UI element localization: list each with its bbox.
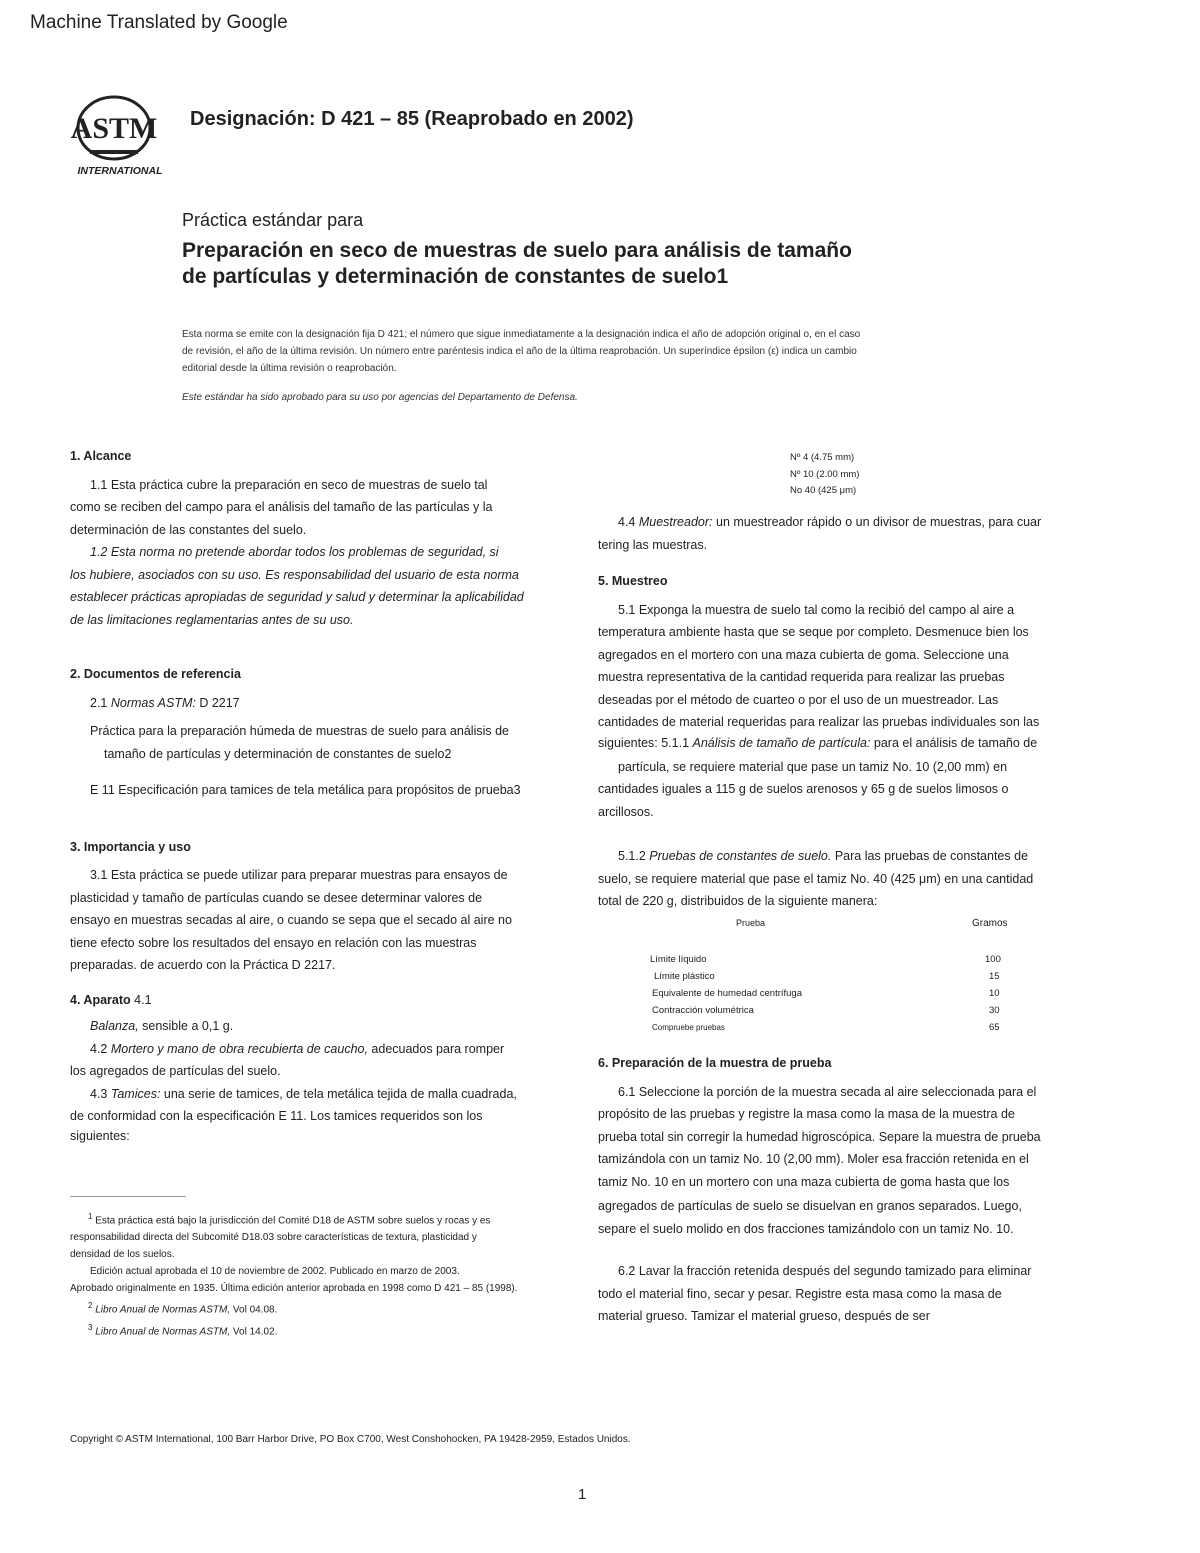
title-line-2: de partículas y determinación de constantes de suelo1 [182, 265, 729, 288]
table-header-test: Prueba [736, 918, 766, 928]
designation: Designación: D 421 – 85 (Reaprobado en 2002) [190, 108, 634, 130]
para-3-1-a: 3.1 Esta práctica se puede utilizar para preparar muestras para ensayos de [90, 868, 508, 882]
para-5-1-2-rest: Para las pruebas de constantes de [831, 849, 1029, 863]
table-row [650, 969, 1030, 986]
para-3-1-b: plasticidad y tamaño de partículas cuando se desee determinar valores de [70, 890, 483, 905]
footnote-divider [70, 1196, 186, 1197]
para-5-1-1-c: cantidades iguales a 115 g de suelos arenosos y 65 g de suelos limosos o [598, 782, 1009, 796]
para-4-3-italic: Tamices: [110, 1086, 161, 1101]
para-4-3-rest: una serie de tamices, de tela metálica tejida de malla cuadrada, [160, 1086, 517, 1101]
footnote-2-rest: Vol 04.08. [230, 1304, 278, 1316]
para-4-4-italic: Muestreador: [638, 515, 713, 529]
para-5-1-1-italic: Análisis de tamaño de partícula: [692, 735, 871, 750]
footnote-2 [70, 1297, 595, 1318]
para-2-3: E 11 Especificación para tamices de tela metálica para propósitos de prueba3 [90, 783, 521, 797]
para-5-1-1 [598, 734, 1098, 752]
footnote-1-b: responsabilidad directa del Subcomité D18.03 sobre características de textura, plasticidad y [70, 1232, 477, 1244]
table-cell-test: Compruebe pruebas [652, 1023, 725, 1032]
para-5-1-2-c: total de 220 g, distribuidos de la siguiente manera: [598, 894, 878, 908]
logo-sub-text: INTERNATIONAL [77, 165, 163, 177]
para-4-1-rest: sensible a 0,1 g. [138, 1019, 234, 1033]
para-6-1-f: agregados de partículas de suelo se disuelvan en granos separados. Luego, [598, 1199, 1022, 1213]
notice-line-1: Esta norma se emite con la designación fija D 421; el número que sigue inmediatamente a la designación indica el año de adopción original o, en el caso [182, 329, 861, 340]
table-row [650, 1003, 1030, 1020]
para-6-1-c: prueba total sin corregir la humedad higroscópica. Separe la muestra de prueba [598, 1129, 1041, 1144]
logo-main-text: ASTM [70, 112, 158, 145]
astm-logo [70, 92, 170, 180]
footnote-2-italic: Libro Anual de Normas ASTM, [95, 1304, 231, 1316]
section-3-heading: 3. Importancia y uso [70, 839, 191, 854]
section-1-heading: 1. Alcance [70, 449, 132, 463]
para-4-1-italic: Balanza, [90, 1019, 139, 1033]
machine-translated-label: Machine Translated by Google [30, 12, 288, 33]
para-6-1-b: propósito de las pruebas y registre la masa como la masa de la muestra de [598, 1107, 1015, 1121]
notice-line-3: editorial desde la última revisión o reaprobación. [182, 363, 397, 374]
para-5-1-b: temperatura ambiente hasta que se seque por completo. Desmenuce bien los [598, 625, 1029, 639]
para-5-1-c: agregados en el mortero con una maza cubierta de goma. Seleccione una [598, 647, 1009, 662]
table-cell-grams: 30 [989, 1005, 1000, 1016]
para-1-2-c: establecer prácticas apropiadas de seguridad y salud y determinar la aplicabilidad [70, 590, 524, 604]
para-1-2-a: 1.2 Esta norma no pretende abordar todos los problemas de seguridad, si [90, 545, 499, 559]
para-1-1-c: determinación de las constantes del suelo. [70, 522, 307, 537]
page-number: 1 [578, 1486, 587, 1503]
para-4-3-b: de conformidad con la especificación E 11. Los tamices requeridos son los [70, 1109, 483, 1123]
pretitle: Práctica estándar para [182, 210, 364, 230]
para-6-2-a: 6.2 Lavar la fracción retenida después del segundo tamizado para eliminar [618, 1264, 1032, 1278]
right-column [598, 511, 1098, 913]
para-5-1-1-b: partícula, se requiere material que pase un tamiz No. 10 (2,00 mm) en [618, 759, 1008, 774]
para-5-1-1-rest: para el análisis de tamaño de [870, 735, 1038, 750]
para-4-2-italic: Mortero y mano de obra recubierta de caucho, [110, 1041, 368, 1056]
para-6-1-d: tamizándola con un tamiz No. 10 (2,00 mm). Moler esa fracción retenida en el [598, 1152, 1029, 1166]
para-6-2-c: material grueso. Tamizar el material grueso, después de ser [598, 1309, 930, 1323]
para-5-1-2-italic: Pruebas de constantes de suelo. [649, 849, 832, 863]
footnote-1-a-text: Esta práctica está bajo la jurisdicción del Comité D18 de ASTM sobre suelos y rocas y es [95, 1215, 491, 1227]
section-5-heading: 5. Muestreo [598, 574, 668, 588]
para-4-4-num: 4.4 [618, 515, 639, 529]
table-cell-grams: 10 [989, 988, 1000, 999]
para-4-2-num: 4.2 [90, 1041, 111, 1056]
para-5-1-d: muestra representativa de la cantidad requerida para realizar las pruebas [598, 670, 1005, 684]
para-2-1-num: 2.1 [90, 695, 108, 710]
section-4-heading [70, 989, 580, 1012]
para-4-4-b: tering las muestras. [598, 537, 708, 552]
table-cell-grams: 100 [985, 954, 1001, 965]
para-5-1-2-num: 5.1.2 [618, 849, 650, 863]
section-4-heading-rest: 4.1 [130, 992, 152, 1007]
table-row [650, 952, 1030, 969]
para-6-1-e: tamiz No. 10 en un mortero con una maza cubierta de goma hasta que los [598, 1174, 1010, 1189]
para-4-3-c: siguientes: [70, 1128, 130, 1143]
table-row [650, 1020, 1030, 1037]
para-5-1-e: deseadas por el método de cuarteo o por el uso de un muestreador. Las [598, 692, 999, 707]
para-3-1-d: tiene efecto sobre los resultados del ensayo en relación con las muestras [70, 935, 477, 950]
para-3-1-c: ensayo en muestras secadas al aire, o cuando se sepa que el secado al aire no [70, 913, 512, 927]
section-4-heading-bold: 4. Aparato [70, 992, 131, 1007]
footnote-1-marker: 1 [88, 1212, 93, 1221]
footnotes [70, 1208, 595, 1340]
footnote-1-e: Aprobado originalmente en 1935. Última edición anterior aprobada en 1998 como D 421 – 85 (1998). [70, 1283, 518, 1295]
footnote-3-marker: 3 [88, 1322, 93, 1332]
para-6-1-g: separe el suelo molido en dos fracciones tamizándolo con un tamiz No. 10. [598, 1221, 1014, 1236]
sieve-item: Nº 10 (2.00 mm) [790, 468, 860, 480]
para-5-1-1-d: arcillosos. [598, 804, 654, 819]
table-cell-test: Contracción volumétrica [652, 1005, 754, 1016]
section-6-heading: 6. Preparación de la muestra de prueba [598, 1056, 832, 1070]
astm-logo-mark [70, 92, 170, 180]
sieve-list [790, 450, 859, 500]
table-body [650, 952, 1030, 1037]
para-1-2-b: los hubiere, asociados con su uso. Es responsabilidad del usuario de esta norma [70, 567, 519, 582]
notice-line-2: de revisión, el año de la última revisión. Un número entre paréntesis indica el año de la última reaprobación. Un superíndice épsilon (ε) indica un cambio [182, 346, 857, 357]
table-row [650, 986, 1030, 1003]
footnote-1-c: densidad de los suelos. [70, 1249, 175, 1261]
footnote-3-italic: Libro Anual de Normas ASTM, [95, 1325, 231, 1337]
table-cell-grams: 65 [989, 1022, 1000, 1033]
section-2-heading: 2. Documentos de referencia [70, 667, 241, 681]
para-2-1-rest: D 2217 [199, 695, 240, 710]
para-5-1-1-pre: siguientes: 5.1.1 [598, 735, 693, 750]
para-4-4-rest: un muestreador rápido o un divisor de muestras, para cuar [712, 515, 1042, 529]
para-5-1-2 [598, 845, 1098, 868]
sieve-item: No 40 (425 μm) [790, 485, 857, 496]
footnote-3-rest: Vol 14.02. [230, 1325, 278, 1337]
para-4-3 [70, 1083, 580, 1106]
para-2-1 [70, 692, 580, 715]
standard-notice [182, 326, 982, 377]
footnote-1-a [70, 1208, 595, 1229]
para-5-1-2-b: suelo, se requiere material que pase el tamiz No. 40 (425 μm) en una cantidad [598, 871, 1034, 886]
sieve-item: Nº 4 (4.75 mm) [790, 452, 855, 463]
footnote-3 [70, 1319, 595, 1340]
dod-notice: Este estándar ha sido aprobado para su uso por agencias del Departamento de Defensa. [182, 392, 578, 403]
para-5-1-a: 5.1 Exponga la muestra de suelo tal como la recibió del campo al aire a [618, 602, 1015, 617]
footnote-2-marker: 2 [88, 1301, 93, 1311]
para-3-1-e: preparadas. de acuerdo con la Práctica D 2217. [70, 958, 336, 972]
grams-table [650, 918, 1030, 1037]
para-1-1-b: como se reciben del campo para el análisis del tamaño de las partículas y la [70, 500, 493, 514]
document-title [182, 238, 982, 290]
para-4-2 [70, 1038, 580, 1061]
para-2-2-b: tamaño de partículas y determinación de constantes de suelo2 [104, 746, 452, 761]
copyright: Copyright © ASTM International, 100 Barr Harbor Drive, PO Box C700, West Conshohocken, PA 19428-2959, Estados Unidos. [70, 1434, 631, 1445]
para-2-2-a: Práctica para la preparación húmeda de muestras de suelo para análisis de [90, 724, 509, 738]
para-4-4 [598, 511, 1098, 534]
para-1-2-d: de las limitaciones reglamentarias antes de su uso. [70, 612, 354, 627]
para-2-1-italic: Normas ASTM: [110, 695, 196, 710]
right-column-lower [598, 1052, 1098, 1328]
table-header [650, 918, 1030, 944]
para-4-3-num: 4.3 [90, 1086, 111, 1101]
table-header-grams: Gramos [972, 918, 1008, 929]
para-6-2-b: todo el material fino, secar y pesar. Registre esta masa como la masa de [598, 1286, 1002, 1301]
table-cell-grams: 15 [989, 971, 1000, 982]
footnote-1-d: Edición actual aprobada el 10 de noviembre de 2002. Publicado en marzo de 2003. [90, 1266, 460, 1278]
para-4-1 [70, 1015, 580, 1038]
left-column [70, 445, 580, 1144]
para-4-2-rest: adecuados para romper [367, 1041, 505, 1056]
table-cell-test: Equivalente de humedad centrífuga [652, 988, 802, 999]
para-4-2-b: los agregados de partículas del suelo. [70, 1064, 281, 1078]
table-cell-test: Límite líquido [650, 954, 707, 965]
title-line-1: Preparación en seco de muestras de suelo para análisis de tamaño [182, 239, 852, 262]
table-cell-test: Límite plástico [654, 971, 715, 982]
para-6-1-a: 6.1 Seleccione la porción de la muestra secada al aire seleccionada para el [618, 1084, 1037, 1099]
para-5-1-f: cantidades de material requeridas para realizar las pruebas individuales son las [598, 715, 1040, 729]
para-1-1-a: 1.1 Esta práctica cubre la preparación en seco de muestras de suelo tal [90, 477, 488, 492]
